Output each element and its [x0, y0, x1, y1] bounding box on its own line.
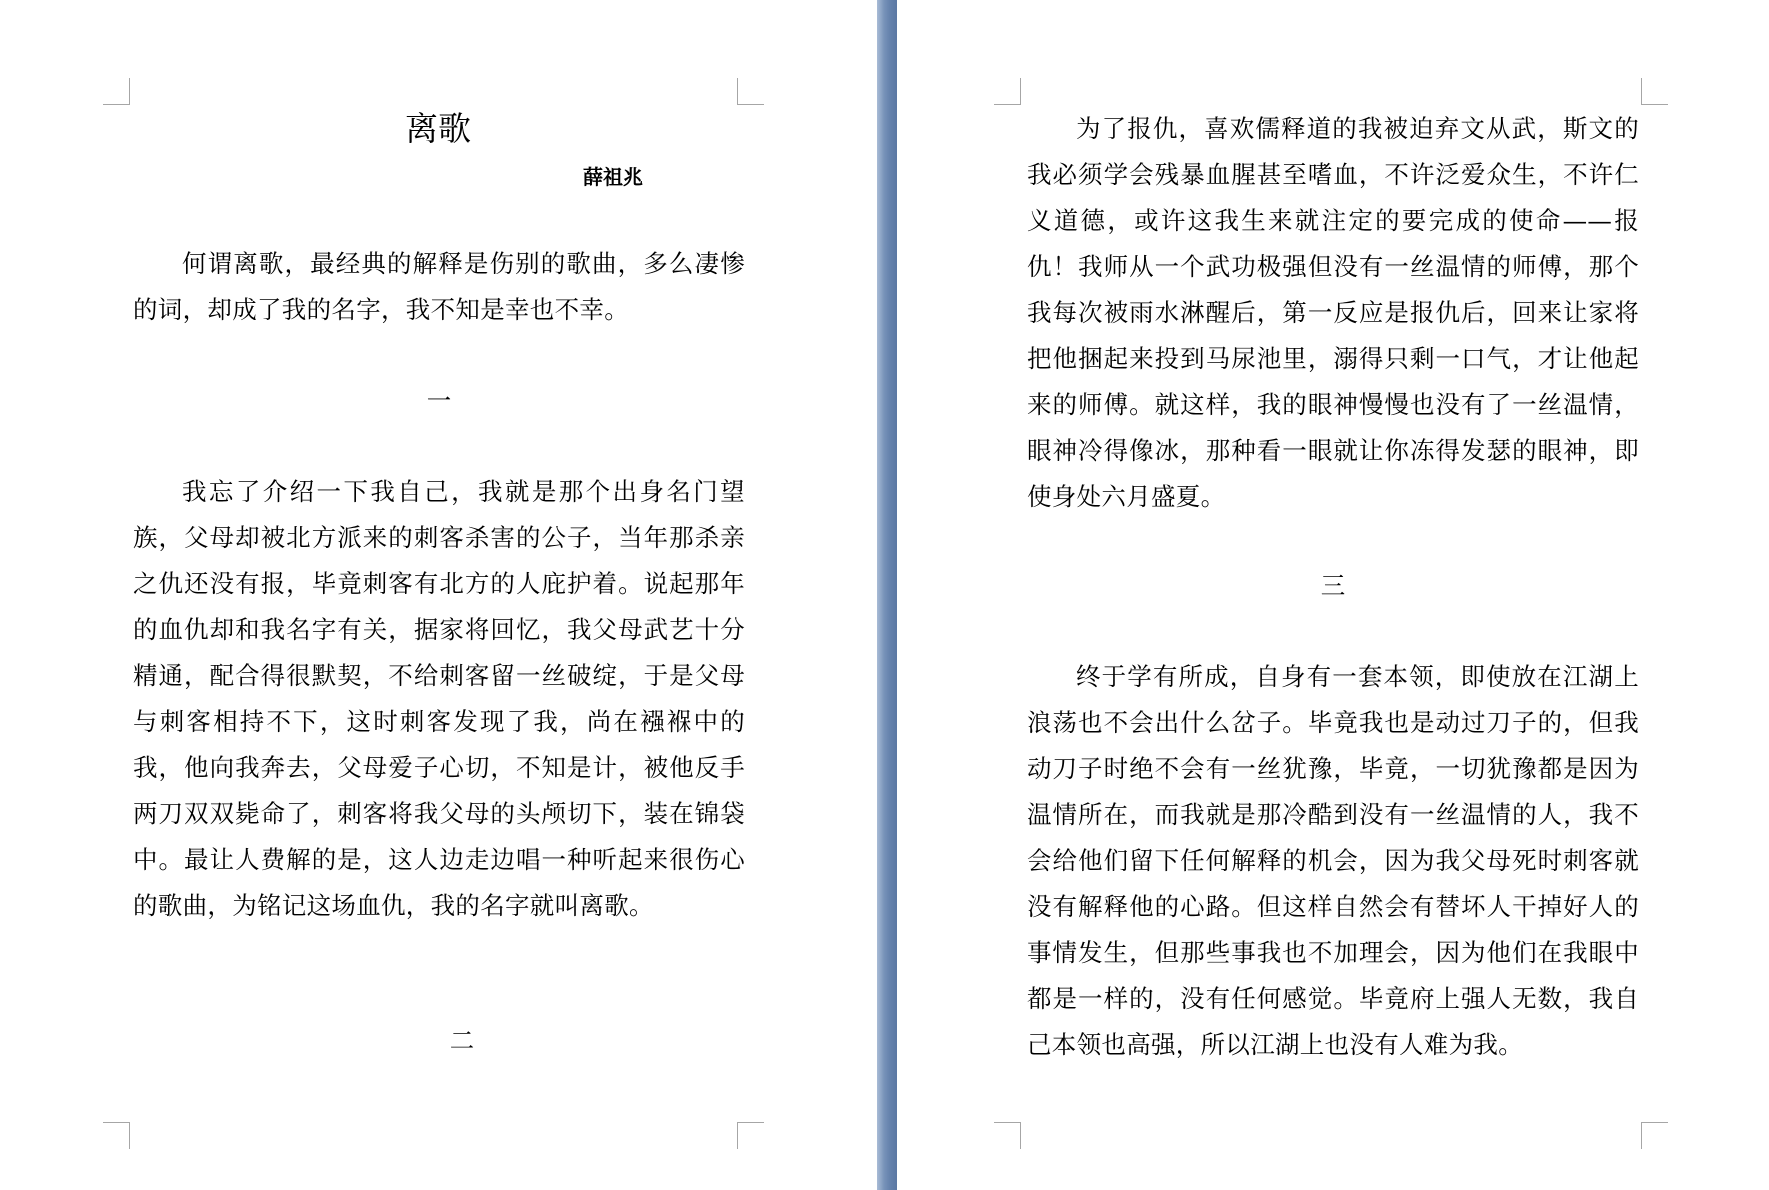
crop-mark-top-left [994, 78, 1021, 105]
crop-mark-top-right [737, 78, 764, 105]
section-heading-3: 三 [1320, 571, 1346, 600]
crop-mark-top-left [103, 78, 130, 105]
document-title: 离歌 [405, 109, 471, 148]
document-author: 薛祖兆 [583, 165, 643, 189]
crop-mark-bottom-right [1641, 1122, 1668, 1149]
crop-mark-top-right [1641, 78, 1668, 105]
section-2-paragraph: 为了报仇，喜欢儒释道的我被迫弃文从武，斯文的我必须学会残暴血腥甚至嗜血，不许泛爱众生，不许仁义道德，或许这我生来就注定的要完成的使命——报仇！我师从一个武功极强但没有一丝温情的师傅，那个我每次被雨水淋醒后，第一反应是报仇后，回来让家将把他捆起来投到马尿池里，溺得只剩一口气，才让他起来的师傅。就这样，我的眼神慢慢也没有了一丝温情，眼神冷得像冰，那种看一眼就让你冻得发瑟的眼神，即使身处六月盛夏。 [1027, 114, 1639, 511]
crop-mark-bottom-left [994, 1122, 1021, 1149]
section-3-paragraph: 终于学有所成，自身有一套本领，即使放在江湖上浪荡也不会出什么岔子。毕竟我也是动过刀子的，但我动刀子时绝不会有一丝犹豫，毕竟，一切犹豫都是因为温情所在，而我就是那冷酷到没有一丝温情的人，我不会给他们留下任何解释的机会，因为我父母死时刺客就没有解释他的心路。但这样自然会有替坏人干掉好人的事情发生，但那些事我也不加理会，因为他们在我眼中都是一样的，没有任何感觉。毕竟府上强人无数，我自己本领也高强，所以江湖上也没有人难为我。 [1027, 662, 1639, 1059]
page-separator [877, 0, 897, 1190]
crop-mark-bottom-right [737, 1122, 764, 1149]
intro-paragraph: 何谓离歌，最经典的解释是伤别的歌曲，多么凄惨的词，却成了我的名字，我不知是幸也不幸。 [133, 249, 745, 324]
section-heading-2: 二 [449, 1026, 475, 1055]
section-1-paragraph: 我忘了介绍一下我自己，我就是那个出身名门望族，父母却被北方派来的刺客杀害的公子，当年那杀亲之仇还没有报，毕竟刺客有北方的人庇护着。说起那年的血仇却和我名字有关，据家将回忆，我父母武艺十分精通，配合得很默契，不给刺客留一丝破绽，于是父母与刺客相持不下，这时刺客发现了我，尚在襁褓中的我，他向我奔去，父母爱子心切，不知是计，被他反手两刀双双毙命了，刺客将我父母的头颅切下，装在锦袋中。最让人费解的是，这人边走边唱一种听起来很伤心的歌曲，为铭记这场血仇，我的名字就叫离歌。 [133, 477, 745, 920]
crop-mark-bottom-left [103, 1122, 130, 1149]
section-heading-1: 一 [426, 386, 452, 415]
page-left[interactable] [0, 0, 877, 1190]
